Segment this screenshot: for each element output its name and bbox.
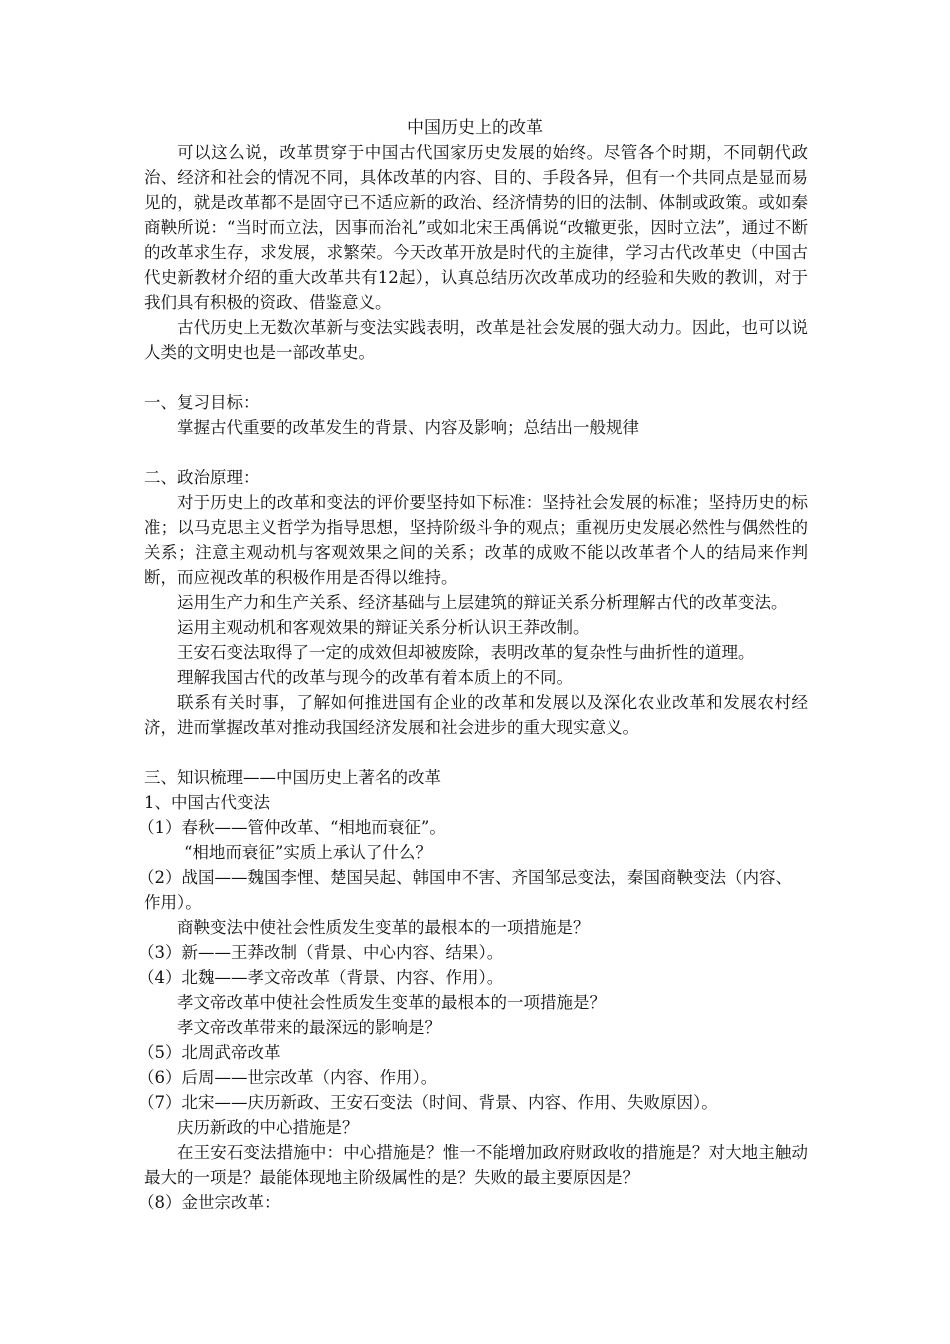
principles-paragraph-1: 对于历史上的改革和变法的评价要坚持如下标准：坚持社会发展的标准；坚持历史的标准；以马克思主义哲学为指导思想，坚持阶级斗争的观点；重视历史发展必然性与偶然性的关系；注意主观动机与客观效果之间的关系；改革的成败不能以改革者个人的结局来作判断，而应视改革的积极作用是否得以维持。 xyxy=(144,493,808,587)
list-item-2: （2）战国——魏国李悝、楚国吴起、韩国申不害、齐国邹忌变法，秦国商鞅变法（内容、 xyxy=(138,868,792,887)
list-item-4: （4）北魏——孝文帝改革（背景、内容、作用）。 xyxy=(138,968,504,987)
section-heading-knowledge: 三、知识梳理——中国历史上著名的改革 xyxy=(144,768,441,787)
intro-paragraph-2: 古代历史上无数次革新与变法实践表明，改革是社会发展的强大动力。因此，也可以说人类的文明史也是一部改革史。 xyxy=(144,318,808,362)
question-1: “相地而衰征”实质上承认了什么？ xyxy=(184,843,432,862)
principles-line-4: 理解我国古代的改革与现今的改革有着本质上的不同。 xyxy=(177,668,573,687)
list-item-3: （3）新——王莽改制（背景、中心内容、结果）。 xyxy=(138,943,504,962)
principles-line-3: 王安石变法取得了一定的成效但却被废除，表明改革的复杂性与曲折性的道理。 xyxy=(177,643,755,662)
question-7b: 在王安石变法措施中：中心措施是？惟一不能增加政府财政收的措施是？对大地主触动最大的一项是？最能体现地主阶级属性的是？失败的最主要原因是？ xyxy=(144,1143,808,1187)
list-item-8: （8）金世宗改革： xyxy=(138,1193,281,1212)
question-2: 商鞅变法中使社会性质发生变革的最根本的一项措施是？ xyxy=(177,918,590,937)
question-7a: 庆历新政的中心措施是？ xyxy=(177,1118,359,1137)
question-4b: 孝文帝改革带来的最深远的影响是？ xyxy=(177,1018,441,1037)
list-item-1: （1）春秋——管仲改革、“相地而衰征”。 xyxy=(138,818,446,837)
list-item-5: （5）北周武帝改革 xyxy=(138,1043,281,1062)
intro-paragraph-1: 可以这么说，改革贯穿于中国古代国家历史发展的始终。尽管各个时期，不同朝代政治、经济和社会的情况不同，具体改革的内容、目的、手段各异，但有一个共同点是显而易见的，就是改革都不是固守已不适应新的政治、经济情势的旧的法制、体制或政策。或如秦商鞅所说：“当时而立法，因事而治礼”或如北宋王禹偁说“改辙更张，因时立法”，通过不断的改革求生存，求发展，求繁荣。今天改革开放是时代的主旋律，学习古代改革史（中国古代史新教材介绍的重大改革共有12起），认真总结历次改革成功的经验和失败的教训，对于我们具有积极的资政、借鉴意义。 xyxy=(144,143,808,312)
section-heading-principles: 二、政治原理： xyxy=(144,468,260,487)
list-item-7: （7）北宋——庆历新政、王安石变法（时间、背景、内容、作用、失败原因）。 xyxy=(138,1093,718,1112)
list-item-6: （6）后周——世宗改革（内容、作用）。 xyxy=(138,1068,438,1087)
principles-paragraph-2: 联系有关时事，了解如何推进国有企业的改革和发展以及深化农业改革和发展农村经济，进而掌握改革对推动我国经济发展和社会进步的重大现实意义。 xyxy=(144,693,808,737)
section-heading-goals: 一、复习目标： xyxy=(144,393,260,412)
goals-text: 掌握古代重要的改革发生的背景、内容及影响；总结出一般规律 xyxy=(177,418,639,437)
principles-line-2: 运用主观动机和客观效果的辩证关系分析认识王莽改制。 xyxy=(177,618,590,637)
list-item-2-continued: 作用）。 xyxy=(144,893,202,912)
question-4a: 孝文帝改革中使社会性质发生变革的最根本的一项措施是？ xyxy=(177,993,606,1012)
subheading-ancient-reforms: 1、中国古代变法 xyxy=(144,793,270,812)
principles-line-1: 运用生产力和生产关系、经济基础与上层建筑的辩证关系分析理解古代的改革变法。 xyxy=(177,593,788,612)
document-title: 中国历史上的改革 xyxy=(407,118,543,138)
